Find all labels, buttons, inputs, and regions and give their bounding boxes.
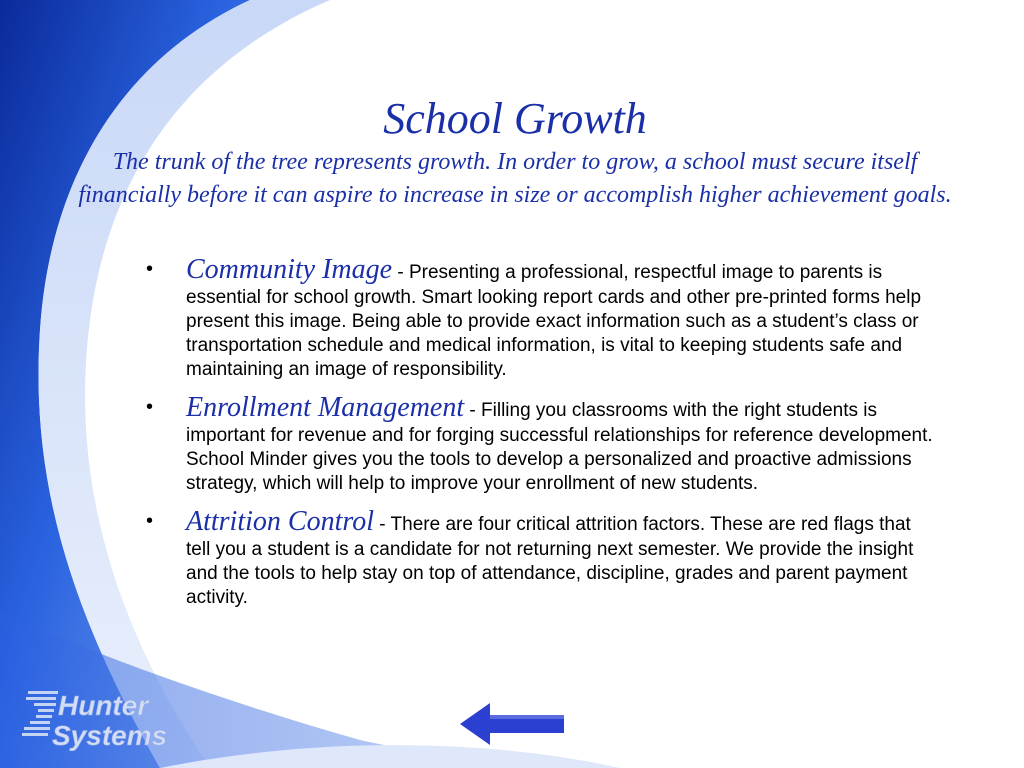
bullet-text: - There are four critical attrition factors. These are red flags that tell you a student is a candidate for not returning next semester. We provide the insight and the tools to help stay on top of attendance, discipline, grades and parent payment activity.	[186, 514, 914, 608]
bullet-text: - Filling you classrooms with the right students is important for revenue and for forging successful relationships for reference development. School Minder gives you the tools to develop a personalized and proactive admissions strategy, which will help to improve your enrollment of new students.	[186, 400, 933, 494]
bullet-item-enrollment-management	[140, 392, 940, 496]
bullet-heading: Attrition Control	[186, 506, 374, 537]
bullet-text: - Presenting a professional, respectful image to parents is essential for school growth. Smart looking report cards and other pre-printed forms help present this image. Being able to provide exact information such as a student’s class or transportation schedule and medical information, is vital to keeping students safe and maintaining an image of responsibility.	[186, 262, 922, 380]
bullet-heading: Enrollment Management	[186, 392, 465, 423]
slide-subtitle: The trunk of the tree represents growth. In order to grow, a school must secure itself financially before it can aspire to increase in size or accomplish higher achievement goals.	[78, 149, 952, 208]
logo-line2: Systems	[52, 720, 168, 751]
bullet-dot: •	[146, 510, 154, 532]
bullet-list	[140, 254, 940, 620]
slide-title: School Growth	[383, 94, 647, 143]
bullet-heading: Community Image	[186, 254, 393, 285]
logo-line1: Hunter	[58, 690, 149, 721]
title-block	[60, 92, 970, 212]
bullet-item-community-image	[140, 254, 940, 382]
bullet-dot: •	[146, 258, 154, 280]
bullet-dot: •	[146, 396, 154, 418]
bullet-item-attrition-control	[140, 506, 940, 610]
left-arrow-icon[interactable]	[460, 703, 566, 745]
hunter-systems-logo	[20, 685, 210, 751]
